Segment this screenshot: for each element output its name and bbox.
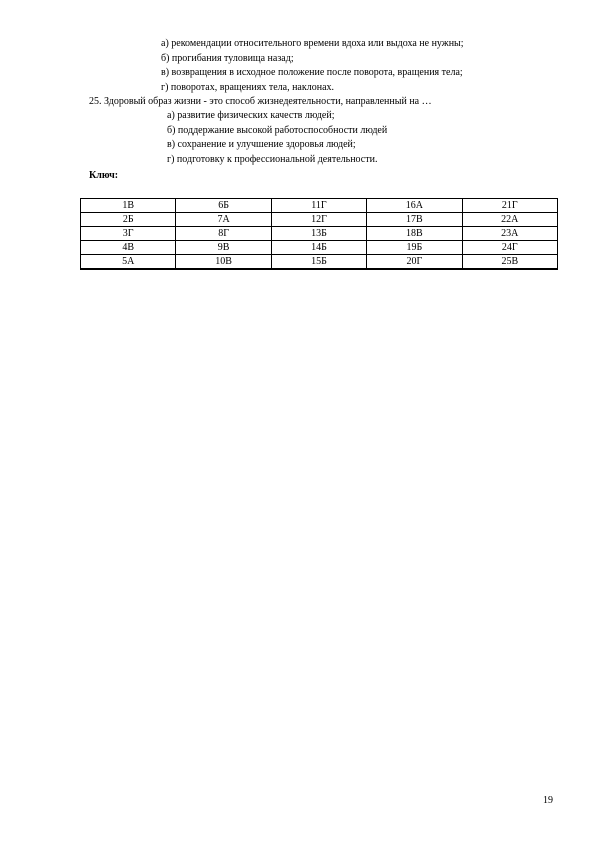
table-cell: 5А <box>81 255 176 270</box>
table-cell: 8Г <box>176 227 271 241</box>
table-cell: 17В <box>367 213 462 227</box>
table-cell: 20Г <box>367 255 462 270</box>
table-cell: 22А <box>462 213 557 227</box>
table-cell: 16А <box>367 199 462 213</box>
table-cell: 19Б <box>367 241 462 255</box>
q25-option-d: г) подготовку к профессиональной деятельности. <box>167 154 378 165</box>
table-cell: 14Б <box>271 241 366 255</box>
answer-key-table <box>80 198 558 270</box>
q24-option-d: г) поворотах, вращениях тела, наклонах. <box>161 82 335 93</box>
table-cell: 3Г <box>81 227 176 241</box>
table-row <box>81 213 558 227</box>
table-cell: 25В <box>462 255 557 270</box>
table-cell: 11Г <box>271 199 366 213</box>
table-cell: 18В <box>367 227 462 241</box>
table-cell: 12Г <box>271 213 366 227</box>
q25-option-c: в) сохранение и улучшение здоровья людей; <box>167 139 356 150</box>
table-cell: 15Б <box>271 255 366 270</box>
table-row <box>81 255 558 270</box>
table-row <box>81 241 558 255</box>
page-number: 19 <box>543 795 553 806</box>
table-cell: 2Б <box>81 213 176 227</box>
q24-option-b: б) прогибания туловища назад; <box>161 53 294 64</box>
q25-option-a: а) развитие физических качеств людей; <box>167 110 335 121</box>
table-cell: 9В <box>176 241 271 255</box>
table-row <box>81 199 558 213</box>
q25-question: 25. Здоровый образ жизни - это способ жизнедеятельности, направленный на … <box>89 96 432 107</box>
q24-option-c: в) возвращения в исходное положение после поворота, вращения тела; <box>161 67 463 78</box>
key-label: Ключ: <box>89 170 119 181</box>
q24-option-a: а) рекомендации относительного времени вдоха или выдоха не нужны; <box>161 38 464 49</box>
table-cell: 13Б <box>271 227 366 241</box>
table-cell: 1В <box>81 199 176 213</box>
table-cell: 24Г <box>462 241 557 255</box>
table-row <box>81 227 558 241</box>
table-cell: 4В <box>81 241 176 255</box>
table-cell: 6Б <box>176 199 271 213</box>
table-cell: 7А <box>176 213 271 227</box>
table-cell: 10В <box>176 255 271 270</box>
table-cell: 23А <box>462 227 557 241</box>
q25-option-b: б) поддержание высокой работоспособности людей <box>167 125 388 136</box>
table-cell: 21Г <box>462 199 557 213</box>
